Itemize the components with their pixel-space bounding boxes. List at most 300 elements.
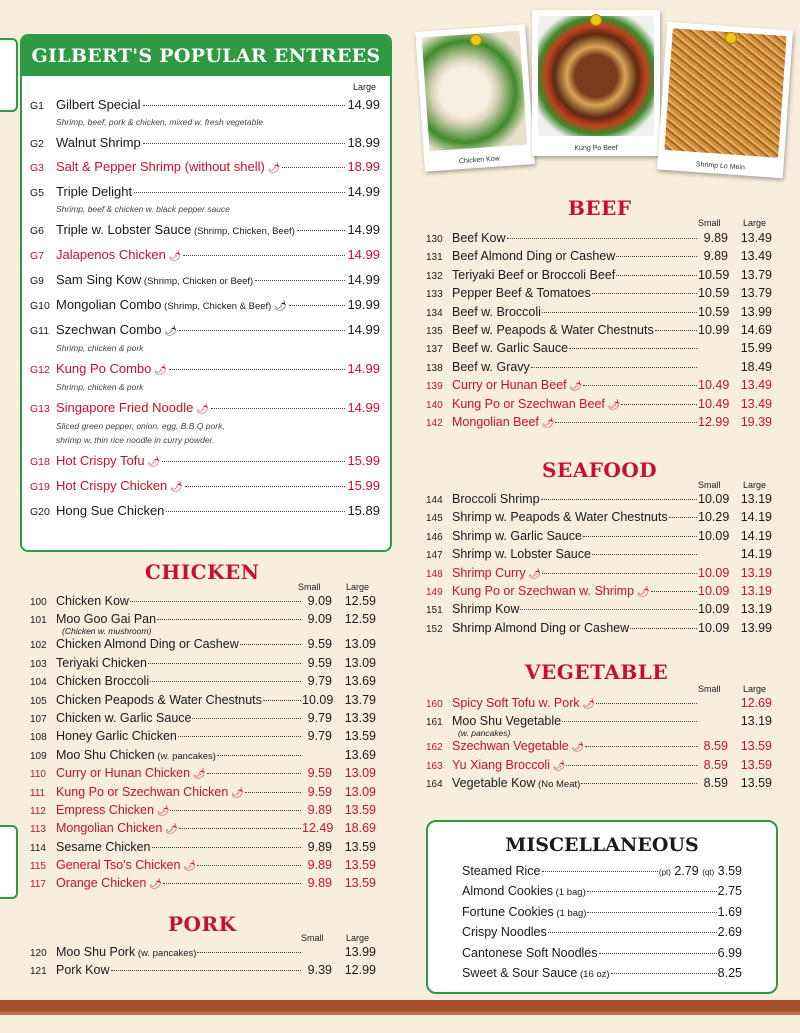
leader-dots xyxy=(621,404,697,405)
entree-row xyxy=(30,399,380,419)
item-price: 18.99 xyxy=(347,135,380,150)
price-small: 9.79 xyxy=(307,729,332,744)
entree-row xyxy=(30,134,380,153)
item-name-text: Walnut Shrimp xyxy=(56,135,141,150)
price-large: 13.19 xyxy=(740,602,772,617)
photo-caption: Chicken Kow xyxy=(458,155,500,166)
price-small: 9.59 xyxy=(307,655,332,670)
photo-kung-po-beef xyxy=(532,10,660,156)
item-name-text: Hot Crispy Tofu xyxy=(56,453,145,468)
leader-dots xyxy=(245,792,301,793)
pepper-icon: 🌶 xyxy=(538,417,555,429)
chicken-row xyxy=(30,711,376,729)
price-large: 19.39 xyxy=(740,414,772,429)
pork-list xyxy=(30,945,376,982)
item-name-text: Curry or Hunan Chicken xyxy=(56,766,191,781)
item-name-text: Steamed Rice xyxy=(462,864,541,878)
item-name xyxy=(56,637,239,651)
item-code: 138 xyxy=(426,362,443,374)
chicken-row xyxy=(30,858,376,876)
item-name-text: Chicken Kow xyxy=(56,594,129,608)
item-code: G10 xyxy=(30,300,50,312)
chicken-row xyxy=(30,674,376,692)
footer-band xyxy=(0,1000,800,1012)
item-code: G1 xyxy=(30,100,45,112)
item-name-text: Moo Goo Gai Pan xyxy=(56,612,157,627)
pepper-icon: 🌶 xyxy=(193,404,209,415)
entree-row xyxy=(30,360,380,380)
leader-dots xyxy=(581,783,697,784)
item-price: 14.99 xyxy=(347,361,380,376)
price-large: 12.59 xyxy=(344,612,376,627)
item-name-text: Sesame Chicken xyxy=(56,839,151,854)
seafood-row xyxy=(426,510,772,528)
price-large: 13.79 xyxy=(740,286,772,301)
item-name-text: Kung Po or Szechwan Chicken xyxy=(56,784,229,799)
leader-dots xyxy=(583,385,697,386)
item-description: Shrimp, chicken & pork xyxy=(56,343,144,353)
pepper-icon: 🌶 xyxy=(264,163,281,174)
leader-dots xyxy=(616,275,697,276)
item-name-text: Beef w. Garlic Sauce xyxy=(452,341,569,356)
photo-caption: Shrimp Lo Mein xyxy=(695,161,746,172)
item-name xyxy=(462,925,547,939)
price-small: 10.09 xyxy=(302,692,334,707)
chicken-row xyxy=(30,612,376,626)
item-name xyxy=(452,621,629,635)
item-name xyxy=(462,905,586,919)
price-small: 10.59 xyxy=(698,286,730,301)
item-price: 14.99 xyxy=(347,272,380,287)
leader-dots xyxy=(282,167,345,168)
item-subnote: (Chicken w. mushroom) xyxy=(62,626,152,637)
item-code: G7 xyxy=(30,250,45,262)
leader-dots xyxy=(562,721,697,722)
leader-dots xyxy=(592,293,697,294)
leader-dots xyxy=(616,256,697,257)
item-name-text: Chicken Almond Ding or Cashew xyxy=(56,637,239,652)
item-name-text: Shrimp Curry xyxy=(452,565,526,580)
price-large: 13.79 xyxy=(344,692,376,707)
item-name-text: Beef w. Peapods & Water Chestnuts xyxy=(452,322,654,337)
item-description: Shrimp, chicken & pork xyxy=(56,382,144,392)
item-code: 114 xyxy=(30,842,46,854)
left-edge-card-top xyxy=(0,38,18,112)
item-name xyxy=(452,696,595,710)
item-name xyxy=(56,876,162,890)
chicken-large-label: Large xyxy=(346,582,370,592)
price-large: 13.49 xyxy=(740,231,772,245)
item-name xyxy=(452,529,582,543)
item-name xyxy=(452,341,568,355)
item-code: 103 xyxy=(30,658,47,670)
item-name xyxy=(56,656,147,670)
misc-row xyxy=(462,925,742,945)
item-code: 131 xyxy=(426,252,443,264)
price-large: 13.59 xyxy=(344,729,376,744)
leader-dots xyxy=(111,970,302,971)
price-small: 9.79 xyxy=(307,710,332,725)
beef-row xyxy=(426,397,772,415)
price-large: 13.59 xyxy=(740,739,772,754)
item-name-text: Mongolian Combo xyxy=(56,297,162,312)
chicken-row xyxy=(30,693,376,711)
entree-row xyxy=(30,271,380,291)
pepper-icon: 🌶 xyxy=(167,482,183,493)
price-large: 13.59 xyxy=(344,839,376,854)
pepper-icon: 🌶 xyxy=(568,742,585,754)
price-large: 13.09 xyxy=(344,766,376,781)
item-name xyxy=(462,966,610,980)
item-code: 148 xyxy=(426,568,443,580)
price-large: 13.69 xyxy=(344,674,376,689)
item-name-text: Triple Delight xyxy=(56,184,133,199)
item-name-text: Broccoli Shrimp xyxy=(452,492,540,506)
chicken-small-label: Small xyxy=(298,582,321,592)
item-code: 144 xyxy=(426,495,443,506)
item-price: 14.99 xyxy=(347,247,380,262)
item-price: 15.99 xyxy=(347,478,380,493)
entree-row xyxy=(30,477,380,497)
item-code: 115 xyxy=(30,861,46,873)
price-small: 9.59 xyxy=(307,637,332,652)
beef-row xyxy=(426,323,772,341)
price-small: 9.89 xyxy=(307,802,332,817)
price-small: 9.89 xyxy=(703,249,728,264)
item-note: (Shrimp, Chicken or Beef) xyxy=(141,276,254,287)
item-name-text: Hong Sue Chicken xyxy=(56,503,165,518)
item-code: G19 xyxy=(30,481,50,493)
item-name-text: Kung Po or Szechwan w. Shrimp xyxy=(452,583,635,598)
item-name xyxy=(56,711,191,725)
price-large: 13.69 xyxy=(344,747,376,762)
item-subnote: (w. pancakes) xyxy=(458,728,511,739)
seafood-row xyxy=(426,584,772,602)
item-code: 121 xyxy=(30,966,47,978)
item-price: 19.99 xyxy=(347,297,380,312)
quart-price: 3.59 xyxy=(714,864,742,878)
item-name-text: Teriyaki Chicken xyxy=(56,655,148,670)
price-large: 13.59 xyxy=(344,858,376,873)
vegetable-large-label: Large xyxy=(743,684,767,694)
entree-row xyxy=(30,158,380,178)
entree-row xyxy=(30,96,380,115)
popular-entrees-title: GILBERT'S POPULAR ENTREES xyxy=(31,45,381,67)
leader-dots xyxy=(162,461,345,462)
price-small: 8.59 xyxy=(703,757,728,772)
item-name xyxy=(452,602,519,616)
chicken-row xyxy=(30,785,376,803)
leader-dots xyxy=(240,644,301,645)
vegetable-small-label: Small xyxy=(698,684,721,694)
item-name-text: Honey Garlic Chicken xyxy=(56,729,177,744)
leader-dots xyxy=(542,312,697,313)
item-price: 14.99 xyxy=(347,400,380,415)
item-name-text: Mongolian Beef xyxy=(452,414,539,429)
item-name-text: Hot Crispy Chicken xyxy=(56,478,168,493)
seafood-row xyxy=(426,492,772,510)
item-name xyxy=(452,360,530,374)
item-name-text: Beef Almond Ding or Cashew xyxy=(452,249,616,264)
seafood-row xyxy=(426,547,772,565)
item-name xyxy=(452,714,561,728)
item-name-text: Empress Chicken xyxy=(56,802,154,817)
leader-dots xyxy=(143,143,346,144)
item-name xyxy=(56,612,156,626)
leader-dots xyxy=(585,746,697,747)
item-price: 15.89 xyxy=(347,503,380,518)
beef-large-label: Large xyxy=(743,218,767,228)
misc-row xyxy=(462,946,742,966)
price-small: 10.59 xyxy=(698,267,730,282)
leader-dots xyxy=(197,865,301,866)
item-name xyxy=(56,840,151,854)
chicken-row xyxy=(30,766,376,784)
beef-row xyxy=(426,268,772,286)
item-code: G6 xyxy=(30,225,45,237)
price-small: 9.89 xyxy=(307,858,332,873)
leader-dots xyxy=(569,348,697,349)
item-name xyxy=(452,492,540,506)
pint-label: (pt) xyxy=(658,868,671,877)
item-code: G12 xyxy=(30,364,50,376)
leader-dots xyxy=(166,511,345,512)
item-price: 18.99 xyxy=(347,159,380,174)
item-name xyxy=(452,397,620,411)
item-code: 104 xyxy=(30,677,47,689)
leader-dots xyxy=(630,628,697,629)
item-name xyxy=(452,776,580,790)
leader-dots xyxy=(211,408,346,409)
item-price: 14.99 xyxy=(347,222,380,237)
pepper-icon: 🌶 xyxy=(549,760,566,772)
item-name xyxy=(56,399,209,419)
item-name xyxy=(56,271,253,291)
item-code: 102 xyxy=(30,640,47,652)
item-code: 151 xyxy=(426,605,443,617)
item-name-text: Shrimp w. Peapods & Water Chestnuts xyxy=(452,510,668,525)
item-code: 133 xyxy=(426,289,443,301)
item-name xyxy=(452,758,565,772)
item-name xyxy=(56,296,287,316)
leader-dots xyxy=(255,280,345,281)
leader-dots xyxy=(163,883,301,884)
leader-dots xyxy=(157,619,301,620)
item-name-text: Orange Chicken xyxy=(56,876,147,891)
pepper-icon: 🌶 xyxy=(228,787,244,799)
photo-shrimp-lo-mein xyxy=(657,22,793,178)
seafood-row xyxy=(426,566,772,584)
item-name xyxy=(56,693,262,707)
item-code: 117 xyxy=(30,879,46,891)
item-name xyxy=(452,231,506,245)
item-price: 6.99 xyxy=(717,945,742,960)
item-code: 105 xyxy=(30,695,47,707)
item-price: 8.25 xyxy=(717,965,742,980)
item-code: 135 xyxy=(426,325,443,337)
pepper-icon: 🌶 xyxy=(146,879,162,891)
pork-row xyxy=(30,945,376,963)
misc-row xyxy=(462,905,742,925)
chicken-row xyxy=(30,876,376,894)
item-code: 113 xyxy=(30,824,46,836)
beef-row xyxy=(426,415,772,433)
leader-dots xyxy=(150,681,301,682)
item-code: G13 xyxy=(30,403,50,415)
price-large: 13.09 xyxy=(344,784,376,799)
item-price: 14.99 xyxy=(347,184,380,199)
pepper-icon: 🌶 xyxy=(579,699,596,710)
pepper-icon: 🌶 xyxy=(566,381,583,393)
item-code: 111 xyxy=(30,787,46,799)
price-small: 8.59 xyxy=(703,739,728,754)
misc-row xyxy=(462,966,742,986)
item-code: 101 xyxy=(30,615,47,627)
seafood-row xyxy=(426,529,772,547)
item-name xyxy=(452,378,582,392)
leader-dots xyxy=(178,736,301,737)
item-code: 120 xyxy=(30,948,47,959)
chicken-title: CHICKEN xyxy=(145,560,260,584)
leader-dots xyxy=(170,810,301,811)
photo-caption: Kung Po Beef xyxy=(574,145,618,152)
item-code: 134 xyxy=(426,307,443,319)
item-name xyxy=(452,268,615,282)
price-large: 13.59 xyxy=(740,776,772,791)
item-code: 161 xyxy=(426,717,443,729)
beef-row xyxy=(426,231,772,249)
pepper-icon: 🌶 xyxy=(271,301,287,312)
price-small: 10.09 xyxy=(698,620,730,635)
item-name xyxy=(56,246,181,266)
item-code: G9 xyxy=(30,275,45,287)
leader-dots xyxy=(566,765,697,766)
item-price: 14.99 xyxy=(347,322,380,337)
item-code: G2 xyxy=(30,138,45,150)
item-code: 108 xyxy=(30,732,47,744)
price-large: 13.09 xyxy=(344,637,376,652)
beef-list xyxy=(426,231,772,433)
item-name xyxy=(56,96,141,114)
price-small: 9.89 xyxy=(703,231,728,245)
item-name-text: Curry or Hunan Beef xyxy=(452,378,567,393)
item-code: 112 xyxy=(30,805,46,817)
item-name-text: General Tso's Chicken xyxy=(56,858,181,873)
item-name xyxy=(56,502,164,520)
leader-dots xyxy=(179,330,345,331)
leader-dots xyxy=(592,554,697,555)
item-name xyxy=(462,884,586,898)
item-name xyxy=(452,305,541,319)
item-code: G3 xyxy=(30,162,45,174)
price-large: 13.49 xyxy=(740,396,772,411)
price-small: 12.49 xyxy=(302,821,334,836)
popular-entrees-list xyxy=(30,82,380,526)
pushpin-icon xyxy=(590,14,602,26)
item-name xyxy=(56,452,160,472)
leader-dots xyxy=(148,663,301,664)
price-large: 14.19 xyxy=(740,510,772,525)
item-name xyxy=(452,566,541,580)
chicken-row xyxy=(30,637,376,655)
item-name-text: Spicy Soft Tofu w. Pork xyxy=(452,696,580,710)
price-small: 9.59 xyxy=(307,766,332,781)
item-name-text: Beef Kow xyxy=(452,231,506,245)
item-name xyxy=(56,594,129,608)
leader-dots xyxy=(130,601,301,602)
item-code: 145 xyxy=(426,513,443,525)
leader-dots xyxy=(587,891,717,892)
item-name-text: Szechwan Vegetable xyxy=(452,739,569,754)
chicken-row xyxy=(30,821,376,839)
item-name xyxy=(452,547,591,561)
price-small: 10.09 xyxy=(698,565,730,580)
leader-dots xyxy=(169,369,346,370)
rice-prices xyxy=(659,864,742,878)
chicken-row xyxy=(30,594,376,612)
price-large: 13.79 xyxy=(740,267,772,282)
price-large: 13.19 xyxy=(740,492,772,506)
seafood-row xyxy=(426,602,772,620)
item-note: (Shrimp, Chicken & Beef) xyxy=(161,301,272,312)
item-code: 160 xyxy=(426,699,443,710)
beef-row xyxy=(426,378,772,396)
pepper-icon: 🌶 xyxy=(161,326,177,337)
item-name xyxy=(56,183,132,201)
entree-row xyxy=(30,296,380,316)
item-code: 162 xyxy=(426,742,443,754)
item-code: 100 xyxy=(30,597,47,608)
item-name-text: Beef w. Broccoli xyxy=(452,304,541,319)
leader-dots xyxy=(207,773,301,774)
leader-dots xyxy=(134,192,345,193)
item-name-text: Sam Sing Kow xyxy=(56,272,142,287)
seafood-row xyxy=(426,621,772,639)
leader-dots xyxy=(541,499,697,500)
price-large: 12.59 xyxy=(344,594,376,608)
vegetable-row xyxy=(426,696,772,714)
beef-row xyxy=(426,286,772,304)
leader-dots xyxy=(587,912,716,913)
price-small: 10.99 xyxy=(698,322,730,337)
item-name xyxy=(56,321,177,341)
item-name xyxy=(56,360,167,380)
item-note: (1 bag) xyxy=(553,907,587,919)
leader-dots xyxy=(583,536,697,537)
price-large: 13.19 xyxy=(740,565,772,580)
pork-large-label: Large xyxy=(346,933,370,943)
item-name xyxy=(56,477,183,497)
item-note: (w. pancakes) xyxy=(135,948,197,959)
leader-dots xyxy=(599,953,717,954)
misc-title: MISCELLANEOUS xyxy=(505,834,699,856)
pepper-icon: 🌶 xyxy=(151,365,167,376)
price-small: 9.79 xyxy=(307,674,332,689)
leader-dots xyxy=(217,755,301,756)
pepper-icon: 🌶 xyxy=(162,824,178,836)
pushpin-icon xyxy=(725,32,737,44)
item-note: (Shrimp, Chicken, Beef) xyxy=(191,226,295,237)
pork-title: PORK xyxy=(168,912,237,936)
price-small: 10.59 xyxy=(698,304,730,319)
item-name xyxy=(56,945,196,959)
seafood-title: SEAFOOD xyxy=(542,458,658,482)
price-large: 14.19 xyxy=(740,528,772,543)
entree-row xyxy=(30,452,380,472)
leader-dots xyxy=(542,871,658,872)
item-name xyxy=(56,134,141,152)
pepper-icon: 🌶 xyxy=(525,568,542,580)
